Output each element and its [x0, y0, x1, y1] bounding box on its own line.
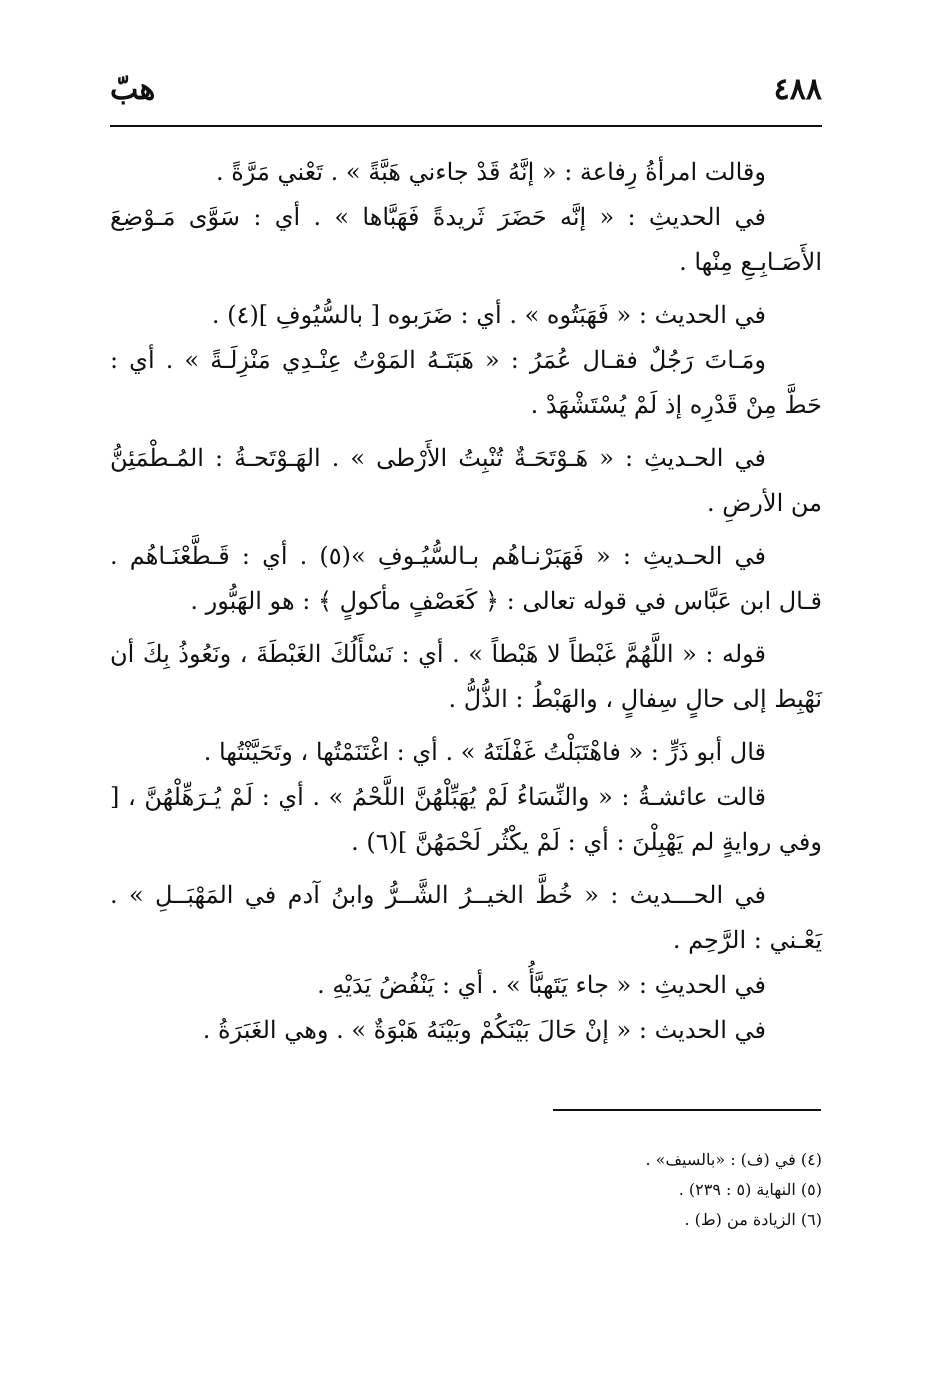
paragraph: في الحديث : « إنْ حَالَ بَيْنَكُمْ وبَيْنَهُ هَبْوَةٌ » . وهي الغَبَرَةُ .: [202, 1016, 766, 1044]
footnote-separator: [553, 1109, 821, 1111]
paragraph: قوله : « اللَّهُمَّ غَبْطاً لا هَبْطاً » . أي : نَسْأَلُكَ الغَبْطَةَ ، ونَعُوذُ بِكَ أن نَهْبِط إلى حالٍ سِفالٍ ، والهَبْطُ : الذُّلُّ .: [110, 640, 822, 713]
footnotes: [110, 1145, 822, 1235]
paragraph: قال أبو ذَرٍّ : « فاهْتَبَلْتُ غَفْلَتَهُ » . أي : اغْتَنَمْتُها ، وتَحَيَّنْتُها .: [203, 738, 766, 766]
paragraph: في الحـديثِ : « فَهَبَرْنـاهُم بـالسُّيُـوفِ »(٥) . أي : قَـطَّعْنَـاهُم . قـال ابن عَبَّاس في قوله تعالى : ﴿ كَعَصْفٍ مأكولٍ ﴾ : هو الهَبُّور .: [110, 542, 822, 615]
paragraph: ومَـاتَ رَجُلٌ فقـال عُمَرُ : « هَبَتَـهُ المَوْتُ عِنْـدِي مَنْزِلَـةً » . أي : حَطَّ مِنْ قَدْرِه إذ لَمْ يُسْتَشْهَدْ .: [110, 346, 822, 419]
footnote: (٥) النهاية (٥ : ٢٣٩) .: [678, 1180, 822, 1199]
paragraph: قالت عائشـةُ : « والنِّسَاءُ لَمْ يُهَبِّلْهُنَّ اللَّحْمُ » . أي : لَمْ يُـرَهِّلْهُنَّ ، [ وفي روايةٍ لم يَهْبِلْنَ : أي : لَمْ يكْثُر لَحْمَهُنَّ ](٦) .: [110, 783, 822, 856]
paragraph: في الحديثِ : « إنَّه حَضَرَ ثَريدةً فَهَبَّاها » . أي : سَوَّى مَـوْضِعَ الأَصَـابِـعِ مِنْها .: [110, 203, 822, 276]
page-number: ٤٨٨: [773, 72, 822, 107]
paragraph: وقالت امرأةُ رِفاعة : « إنَّهُ قَدْ جاءني هَبَّةً » . تَعْني مَرَّةً .: [215, 158, 766, 186]
page-header: [110, 72, 822, 112]
paragraph: في الحـــديث : « خُطَّ الخيــرُ الشَّــرُّ وابنُ آدم في المَهْبَــلِ » . يَعْـني : الرَّحِم .: [110, 881, 822, 954]
running-head: هبّ: [110, 72, 156, 107]
footnote: (٤) في (ف) : «بالسيف» .: [645, 1150, 822, 1169]
paragraph: في الحديثِ : « جاء يَتَهبَّأُ » . أي : يَنْفُضُ يَدَيْهِ .: [317, 971, 766, 999]
body-text: [110, 150, 822, 1053]
paragraph: في الحـديثِ : « هَـوْتَحَـةٌ تُنْبِتُ الأَرْطى » . الهَـوْتَحـةُ : المُـطْمَئِنُّ من الأرضِ .: [110, 444, 822, 517]
header-rule: [110, 125, 822, 127]
paragraph: في الحديث : « فَهَبَتُوه » . أي : ضَرَبوه [ بالسُّيُوفِ ](٤) .: [211, 301, 766, 329]
footnote: (٦) الزيادة من (ط) .: [684, 1210, 822, 1229]
